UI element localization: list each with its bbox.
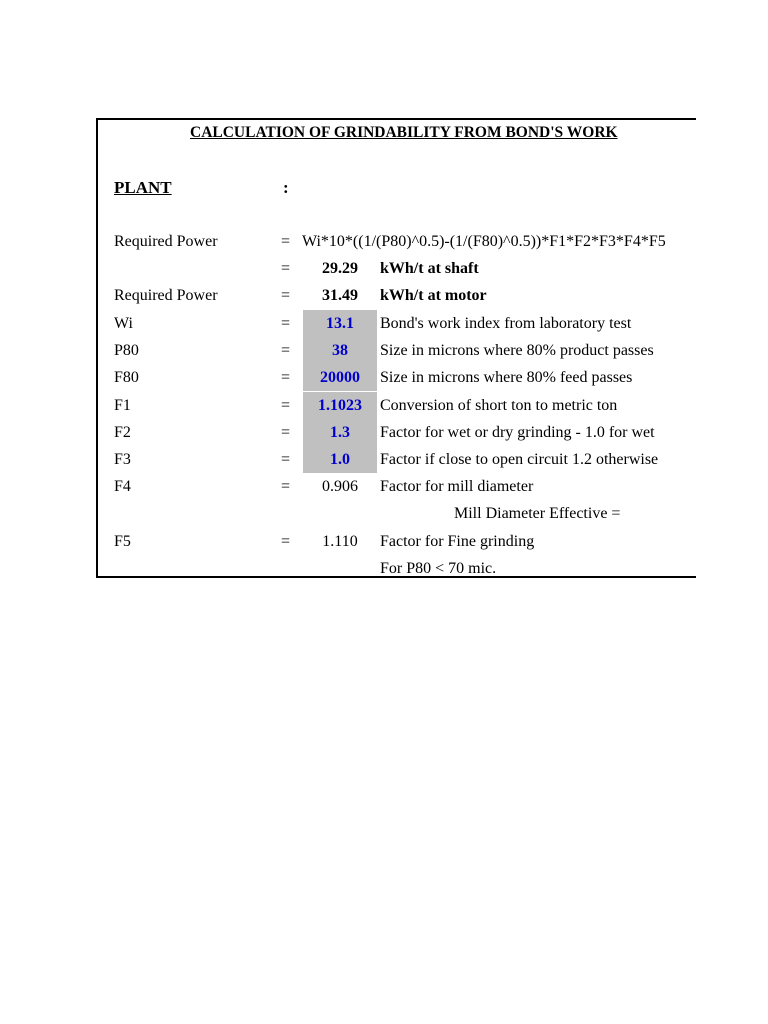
param-label: Wi [114,315,133,332]
formula-row-equals: = [281,233,291,250]
param-row-f4 [98,473,696,500]
motor-power-unit: kWh/t at motor [380,287,487,304]
shaft-power-unit: kWh/t at shaft [380,260,479,277]
param-description: Factor for wet or dry grinding - 1.0 for wet [380,424,655,441]
param-equals: = [281,397,291,414]
f80-input-cell[interactable]: 20000 [303,364,377,391]
param-row-f5 [98,528,696,555]
motor-power-row [98,282,696,309]
motor-power-equals: = [281,287,291,304]
param-row-wi [98,310,696,337]
param-label: F80 [114,369,139,386]
p80-input-cell[interactable]: 38 [303,337,377,364]
mill-diameter-row [98,500,696,527]
mill-diameter-effective-label: Mill Diameter Effective = [454,505,621,522]
param-row-f2 [98,419,696,446]
f5-value: 1.110 [322,533,358,550]
param-description: Factor if close to open circuit 1.2 otherwise [380,451,659,468]
param-equals: = [281,342,291,359]
plant-colon: : [283,178,289,197]
shaft-power-value: 29.29 [322,260,358,277]
param-equals: = [281,451,291,468]
param-row-f1 [98,392,696,419]
f2-input-cell[interactable]: 1.3 [303,419,377,446]
param-label: P80 [114,342,139,359]
f5-description: Factor for Fine grinding [380,533,535,550]
f4-description: Factor for mill diameter [380,478,534,495]
f4-value: 0.906 [322,478,358,495]
motor-power-value: 31.49 [322,287,358,304]
p80-note: For P80 < 70 mic. [380,560,497,577]
param-label: F3 [114,451,131,468]
f4-equals: = [281,478,291,495]
plant-label: PLANT [114,178,172,197]
motor-power-label: Required Power [114,287,218,304]
calculation-sheet [96,118,696,578]
f1-input-cell[interactable]: 1.1023 [303,392,377,419]
param-row-p80 [98,337,696,364]
wi-input-cell[interactable]: 13.1 [303,310,377,337]
f4-label: F4 [114,478,131,495]
param-equals: = [281,369,291,386]
formula-row [98,228,696,255]
param-description: Size in microns where 80% feed passes [380,369,633,386]
param-label: F2 [114,424,131,441]
shaft-power-row [98,255,696,282]
param-row-f80 [98,364,696,391]
formula-row-label: Required Power [114,233,218,250]
power-formula: Wi*10*((1/(P80)^0.5)-(1/(F80)^0.5))*F1*F2*F3*F4*F5 [302,233,666,250]
f5-equals: = [281,533,291,550]
param-equals: = [281,315,291,332]
p80-note-row [98,555,696,578]
param-description: Size in microns where 80% product passes [380,342,654,359]
f3-input-cell[interactable]: 1.0 [303,446,377,473]
param-row-f3 [98,446,696,473]
param-description: Bond's work index from laboratory test [380,315,632,332]
f5-label: F5 [114,533,131,550]
param-description: Conversion of short ton to metric ton [380,397,618,414]
param-label: F1 [114,397,131,414]
shaft-power-equals: = [281,260,291,277]
param-equals: = [281,424,291,441]
sheet-title: CALCULATION OF GRINDABILITY FROM BOND'S WORK [190,124,618,141]
